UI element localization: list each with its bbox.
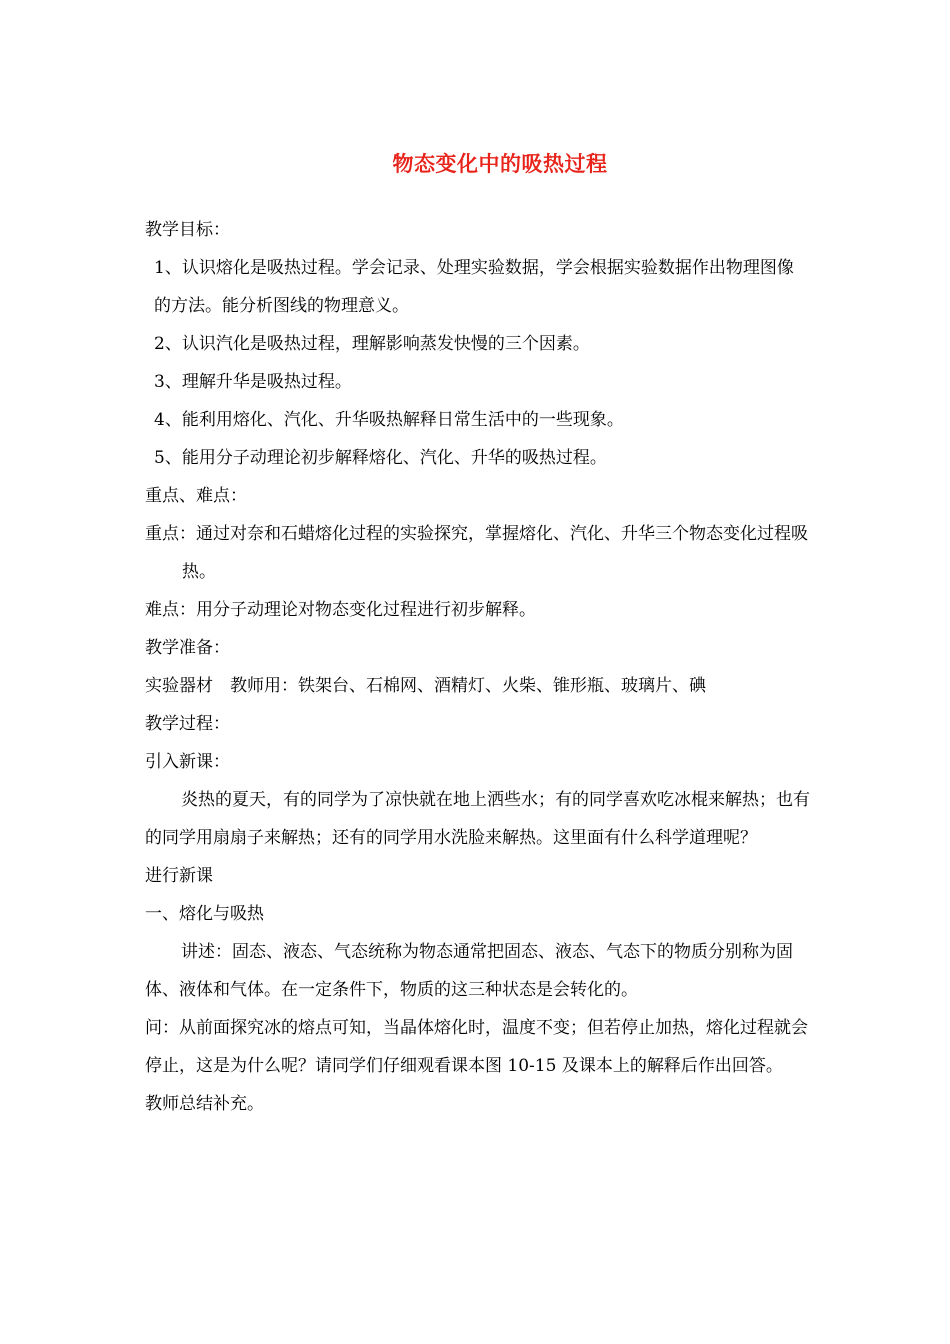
introduction-paragraph: 炎热的夏天，有的同学为了凉快就在地上洒些水；有的同学喜欢吃冰棍来解热；也有的同学用扇扇子来解热；还有的同学用水洗脸来解热。这里面有什么科学道理呢？ — [145, 790, 810, 848]
section-heading-new-lesson: 进行新课 — [145, 866, 213, 886]
question-paragraph: 问：从前面探究冰的熔点可知，当晶体熔化时，温度不变；但若停止加热，熔化过程就会停止，这是为什么呢？请同学们仔细观看课本图 10-15 及课本上的解释后作出回答。 — [145, 1018, 808, 1076]
document-title: 物态变化中的吸热过程 — [392, 152, 608, 176]
objective-item-3: 3、理解升华是吸热过程。 — [154, 372, 352, 392]
objective-item-2: 2、认识汽化是吸热过程，理解影响蒸发快慢的三个因素。 — [154, 334, 590, 354]
equipment-list: 实验器材 教师用：铁架台、石棉网、酒精灯、火柴、锥形瓶、玻璃片、碘 — [145, 676, 706, 696]
objective-item-5: 5、能用分子动理论初步解释熔化、汽化、升华的吸热过程。 — [154, 448, 607, 468]
section-heading-preparation: 教学准备： — [145, 638, 230, 658]
subsection-heading-melting: 一、熔化与吸热 — [145, 904, 264, 924]
teacher-summary: 教师总结补充。 — [145, 1094, 264, 1114]
section-heading-objectives: 教学目标： — [145, 220, 230, 240]
objective-item-4: 4、能利用熔化、汽化、升华吸热解释日常生活中的一些现象。 — [154, 410, 624, 430]
section-heading-introduction: 引入新课： — [145, 752, 230, 772]
key-point-text: 重点：通过对奈和石蜡熔化过程的实验探究，掌握熔化、汽化、升华三个物态变化过程吸热。 — [145, 524, 808, 582]
document-body — [145, 211, 810, 1123]
difficult-point-text: 难点：用分子动理论对物态变化过程进行初步解释。 — [145, 600, 536, 620]
objective-item-1: 1、认识熔化是吸热过程。学会记录、处理实验数据，学会根据实验数据作出物理图像的方法。能分析图线的物理意义。 — [154, 258, 794, 316]
section-heading-key-points: 重点、难点： — [145, 486, 247, 506]
lecture-paragraph: 讲述：固态、液态、气态统称为物态通常把固态、液态、气态下的物质分别称为固体、液体和气体。在一定条件下，物质的这三种状态是会转化的。 — [145, 942, 793, 1000]
section-heading-process: 教学过程： — [145, 714, 230, 734]
